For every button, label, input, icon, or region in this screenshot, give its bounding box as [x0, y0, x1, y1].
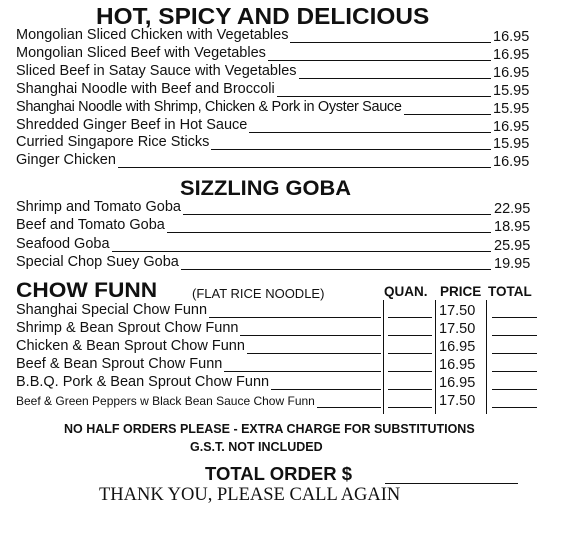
quantity-entry-line[interactable] — [388, 335, 432, 336]
menu-item-name: Ginger Chicken — [16, 152, 116, 169]
menu-item-name: Beef and Tomato Goba — [16, 217, 165, 234]
menu-item-leader — [209, 317, 381, 318]
menu-item-price: 25.95 — [494, 237, 531, 254]
column-header-total: TOTAL — [488, 284, 532, 299]
menu-item-leader — [224, 371, 381, 372]
menu-item-price: 16.95 — [493, 29, 530, 45]
menu-item-price: 22.95 — [494, 201, 531, 217]
menu-item-leader — [167, 232, 491, 233]
menu-item-leader — [249, 132, 491, 133]
column-header-quantity: QUAN. — [384, 284, 428, 299]
menu-item-leader — [183, 214, 491, 215]
menu-item-leader — [404, 114, 491, 115]
total-entry-line[interactable] — [492, 407, 537, 408]
menu-item-name: Mongolian Sliced Chicken with Vegetables — [16, 27, 289, 43]
menu-item-name: Shrimp and Tomato Goba — [16, 199, 181, 215]
menu-item-price: 17.50 — [439, 393, 476, 409]
menu-item-name: Beef & Bean Sprout Chow Funn — [16, 356, 223, 372]
menu-item-leader — [277, 96, 491, 97]
menu-item-leader — [268, 60, 491, 61]
menu-item-name: Shrimp & Bean Sprout Chow Funn — [16, 320, 239, 336]
note-no-half-orders: NO HALF ORDERS PLEASE - EXTRA CHARGE FOR SUBSTITUTIONS — [64, 422, 475, 436]
menu-item-name: Shanghai Noodle with Shrimp, Chicken & Pork in Oyster Sauce — [16, 98, 402, 115]
section-title-sizzling-goba: SIZZLING GOBA — [180, 177, 352, 200]
total-order-label: TOTAL ORDER $ — [205, 463, 352, 484]
menu-item-price: 16.95 — [439, 357, 476, 373]
menu-item-price: 15.95 — [493, 100, 530, 117]
menu-item-price: 16.95 — [439, 375, 476, 391]
column-divider — [383, 300, 384, 414]
menu-item-leader — [181, 269, 491, 270]
quantity-entry-line[interactable] — [388, 407, 432, 408]
menu-item-price: 16.95 — [493, 64, 530, 81]
menu-item-leader — [247, 353, 381, 354]
menu-item-name: Shanghai Noodle with Beef and Broccoli — [16, 80, 275, 97]
quantity-entry-line[interactable] — [388, 389, 432, 390]
menu-item-name: Chicken & Bean Sprout Chow Funn — [16, 338, 245, 354]
total-entry-line[interactable] — [492, 335, 537, 336]
menu-item-name: Mongolian Sliced Beef with Vegetables — [16, 44, 266, 61]
column-header-price: PRICE — [440, 284, 482, 299]
menu-item-name: Beef & Green Peppers w Black Bean Sauce Chow Funn — [16, 394, 315, 408]
section-subtitle-chow-funn: (FLAT RICE NOODLE) — [192, 286, 325, 301]
menu-item-name: Shanghai Special Chow Funn — [16, 302, 208, 318]
section-title-chow-funn: CHOW FUNN — [16, 279, 158, 302]
column-divider — [435, 300, 436, 414]
total-entry-line[interactable] — [492, 317, 537, 318]
quantity-entry-line[interactable] — [388, 353, 432, 354]
thank-you-message: THANK YOU, PLEASE CALL AGAIN — [99, 485, 401, 505]
menu-item-name: Curried Singapore Rice Sticks — [16, 134, 210, 151]
section-title-hot-spicy: HOT, SPICY AND DELICIOUS — [96, 3, 430, 29]
total-entry-line[interactable] — [492, 389, 537, 390]
menu-item-leader — [240, 335, 381, 336]
quantity-entry-line[interactable] — [388, 371, 432, 372]
quantity-entry-line[interactable] — [388, 317, 432, 318]
column-divider — [486, 300, 487, 414]
menu-item-leader — [299, 78, 491, 79]
menu-item-price: 18.95 — [494, 219, 531, 236]
menu-item-price: 16.95 — [493, 46, 530, 63]
menu-item-leader — [290, 42, 491, 43]
menu-item-leader — [317, 407, 381, 408]
menu-item-price: 15.95 — [493, 82, 530, 99]
menu-item-leader — [112, 251, 491, 252]
menu-item-name: Shredded Ginger Beef in Hot Sauce — [16, 116, 248, 133]
menu-item-leader — [271, 389, 381, 390]
menu-item-price: 19.95 — [494, 255, 531, 272]
menu-item-name: Sliced Beef in Satay Sauce with Vegetables — [16, 62, 297, 79]
note-gst: G.S.T. NOT INCLUDED — [190, 440, 323, 454]
menu-item-leader — [118, 167, 491, 168]
menu-item-name: B.B.Q. Pork & Bean Sprout Chow Funn — [16, 374, 270, 390]
menu-item-price: 16.95 — [493, 154, 530, 171]
total-entry-line[interactable] — [492, 353, 537, 354]
total-entry-line[interactable] — [492, 371, 537, 372]
menu-item-name: Seafood Goba — [16, 235, 110, 252]
menu-item-price: 17.50 — [439, 321, 476, 337]
menu-item-price: 17.50 — [439, 303, 476, 319]
menu-item-leader — [211, 149, 491, 150]
menu-item-name: Special Chop Suey Goba — [16, 253, 179, 270]
total-order-line[interactable] — [385, 483, 518, 484]
menu-item-price: 15.95 — [493, 136, 530, 153]
menu-item-price: 16.95 — [439, 339, 476, 355]
menu-item-price: 16.95 — [493, 118, 530, 135]
